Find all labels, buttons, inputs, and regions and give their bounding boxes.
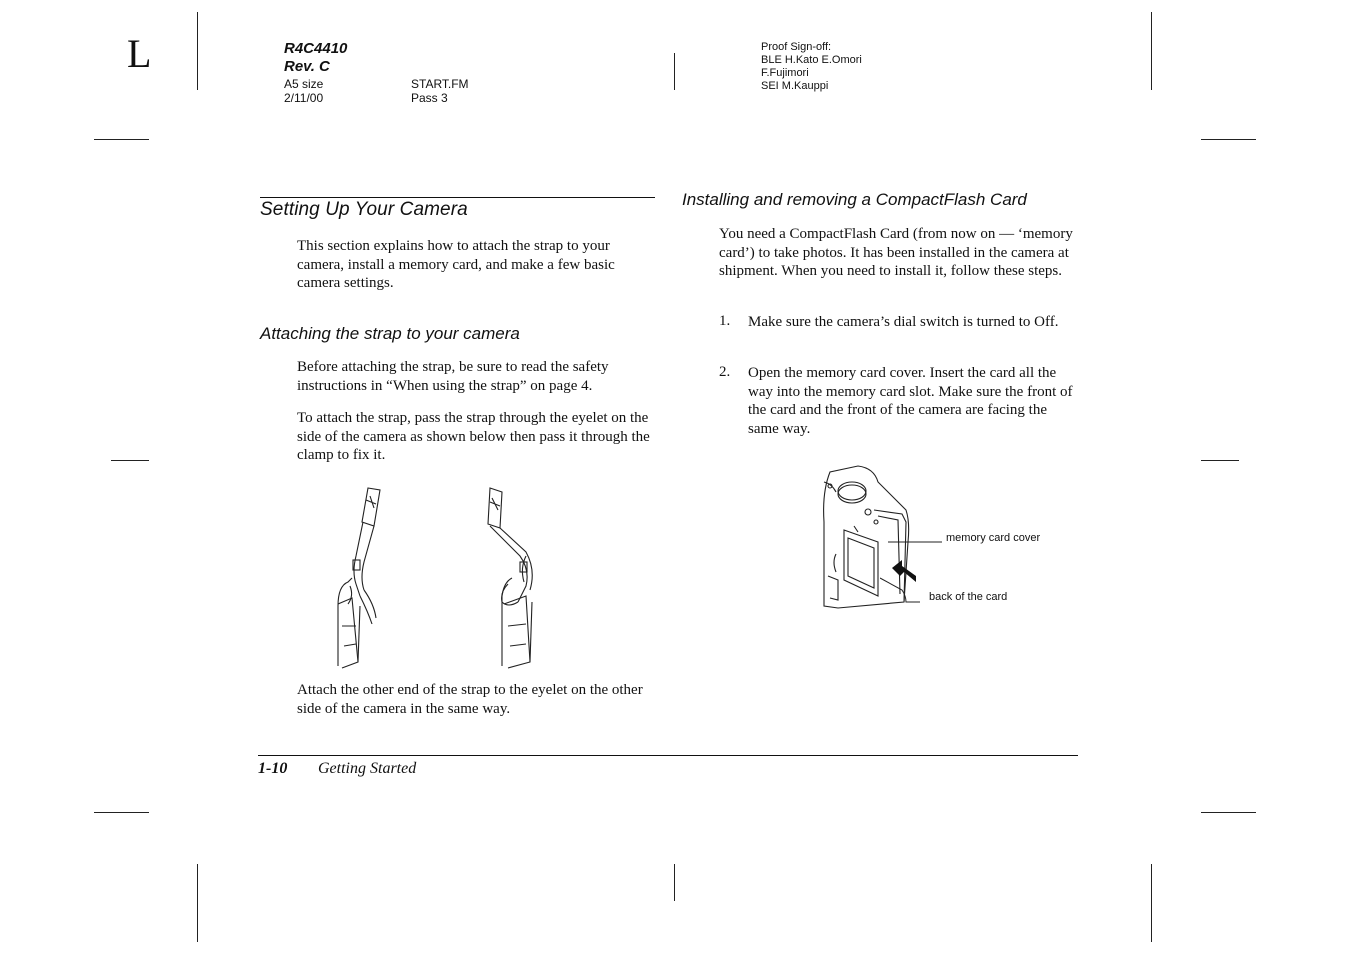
pass-label: Pass 3 — [411, 91, 448, 105]
header-block — [284, 40, 347, 76]
crop-mark — [1151, 12, 1152, 90]
file-label: START.FM — [411, 77, 469, 91]
step-text: Make sure the camera’s dial switch is turned to Off. — [748, 314, 1059, 330]
crop-mark — [111, 460, 149, 461]
crop-mark — [1201, 812, 1256, 813]
card-subheading: Installing and removing a CompactFlash Card — [682, 190, 1027, 209]
callout-back-of-card: back of the card — [929, 591, 1008, 603]
card-intro: You need a CompactFlash Card (from now on — ‘memory card’) to take photos. It has been installed in the camera at shipment. When you need to install it, follow these steps. — [719, 226, 1073, 279]
strap-illustration — [330, 486, 545, 671]
crop-mark — [94, 812, 149, 813]
strap-subheading: Attaching the strap to your camera — [260, 324, 520, 343]
callout-memory-card-cover: memory card cover — [946, 532, 1041, 544]
proof-line: F.Fujimori — [761, 67, 809, 79]
intro-paragraph: This section explains how to attach the strap to your camera, install a memory card, and make a few basic camera settings. — [297, 238, 615, 291]
proof-line: Proof Sign-off: — [761, 41, 832, 53]
step-number: 1. — [719, 313, 731, 329]
step-number: 2. — [719, 364, 731, 380]
proof-line: SEI M.Kauppi — [761, 80, 829, 92]
crop-mark — [674, 864, 675, 901]
strap-paragraph-1: Before attaching the strap, be sure to read the safety instructions in “When using the strap” on page 4. — [297, 359, 609, 394]
crop-mark — [197, 864, 198, 942]
size-label: A5 size — [284, 77, 324, 91]
proof-signoff — [761, 41, 862, 93]
revision: Rev. C — [284, 58, 330, 75]
doc-id: R4C4410 — [284, 40, 348, 57]
section-rule — [260, 197, 655, 198]
crop-mark — [94, 139, 149, 140]
page-number: 1-10 — [258, 760, 288, 777]
crop-mark — [1201, 139, 1256, 140]
crop-mark — [197, 12, 198, 90]
crop-mark — [1201, 460, 1239, 461]
section-title: Setting Up Your Camera — [260, 199, 468, 220]
proof-line: BLE H.Kato E.Omori — [761, 54, 862, 66]
corner-page-mark: L — [127, 31, 152, 76]
date-label: 2/11/00 — [284, 91, 324, 105]
strap-paragraph-2: To attach the strap, pass the strap through the eyelet on the side of the camera as shown below then pass it through the clamp to fix it. — [297, 410, 650, 463]
step-text: Open the memory card cover. Insert the card all the way into the memory card slot. Make sure the front of the card and the front of the camera are facing the same way. — [748, 365, 1073, 437]
crop-mark — [674, 53, 675, 90]
crop-mark — [1151, 864, 1152, 942]
strap-paragraph-3: Attach the other end of the strap to the eyelet on the other side of the camera in the same way. — [297, 682, 643, 717]
chapter-title: Getting Started — [318, 760, 417, 777]
footer-rule — [258, 755, 1078, 756]
